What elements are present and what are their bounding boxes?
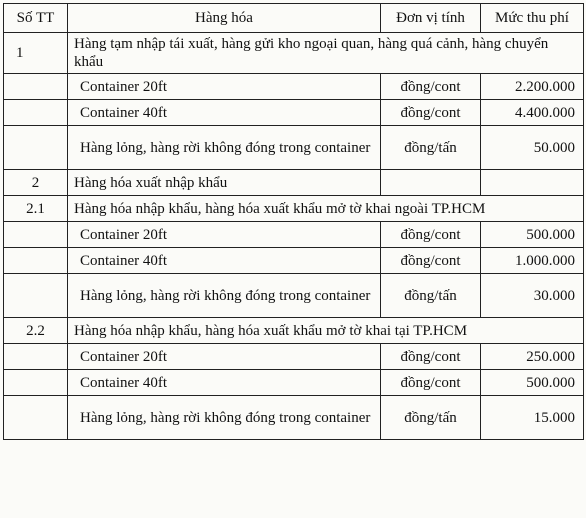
table-row [4, 100, 584, 126]
row-stt: 1 [4, 33, 68, 74]
row-stt [4, 74, 68, 100]
header-item: Hàng hóa [68, 4, 381, 33]
row-fee: 250.000 [481, 344, 584, 370]
row-stt [4, 370, 68, 396]
table-row [4, 74, 584, 100]
row-stt: 2 [4, 170, 68, 196]
table-row [4, 126, 584, 170]
table-row [4, 170, 584, 196]
table-header-row [4, 4, 584, 33]
row-fee [481, 170, 584, 196]
row-item: Hàng hóa nhập khẩu, hàng hóa xuất khẩu mở tờ khai tại TP.HCM [68, 318, 584, 344]
row-fee: 30.000 [481, 274, 584, 318]
row-unit [381, 170, 481, 196]
row-unit: đồng/cont [381, 74, 481, 100]
table-row [4, 274, 584, 318]
row-item: Container 20ft [68, 74, 381, 100]
row-stt [4, 126, 68, 170]
row-unit: đồng/cont [381, 344, 481, 370]
row-stt [4, 344, 68, 370]
table-row [4, 396, 584, 440]
row-item: Hàng hóa xuất nhập khẩu [68, 170, 381, 196]
header-unit: Đơn vị tính [381, 4, 481, 33]
header-stt: Số TT [4, 4, 68, 33]
row-stt [4, 222, 68, 248]
row-stt [4, 100, 68, 126]
table-row [4, 33, 584, 74]
row-item: Container 20ft [68, 222, 381, 248]
row-stt [4, 396, 68, 440]
row-item: Hàng lỏng, hàng rời không đóng trong container [68, 396, 381, 440]
row-item: Container 40ft [68, 248, 381, 274]
row-item: Hàng tạm nhập tái xuất, hàng gửi kho ngoại quan, hàng quá cảnh, hàng chuyển khẩu [68, 33, 584, 74]
row-unit: đồng/cont [381, 100, 481, 126]
table-row [4, 248, 584, 274]
row-fee: 500.000 [481, 370, 584, 396]
row-fee: 15.000 [481, 396, 584, 440]
row-fee: 2.200.000 [481, 74, 584, 100]
row-item: Container 40ft [68, 370, 381, 396]
table-row [4, 318, 584, 344]
header-fee: Mức thu phí [481, 4, 584, 33]
row-fee: 1.000.000 [481, 248, 584, 274]
row-item: Hàng hóa nhập khẩu, hàng hóa xuất khẩu mở tờ khai ngoài TP.HCM [68, 196, 584, 222]
row-fee: 500.000 [481, 222, 584, 248]
row-item: Hàng lỏng, hàng rời không đóng trong container [68, 274, 381, 318]
row-unit: đồng/tấn [381, 274, 481, 318]
row-stt: 2.1 [4, 196, 68, 222]
table-row [4, 344, 584, 370]
row-unit: đồng/cont [381, 248, 481, 274]
row-unit: đồng/tấn [381, 126, 481, 170]
row-item: Hàng lỏng, hàng rời không đóng trong container [68, 126, 381, 170]
row-stt [4, 248, 68, 274]
row-item: Container 40ft [68, 100, 381, 126]
row-stt: 2.2 [4, 318, 68, 344]
row-fee: 4.400.000 [481, 100, 584, 126]
row-item: Container 20ft [68, 344, 381, 370]
table-row [4, 196, 584, 222]
row-unit: đồng/cont [381, 370, 481, 396]
table-row [4, 222, 584, 248]
row-unit: đồng/tấn [381, 396, 481, 440]
row-stt [4, 274, 68, 318]
row-fee: 50.000 [481, 126, 584, 170]
table-row [4, 370, 584, 396]
fee-table [3, 3, 584, 440]
row-unit: đồng/cont [381, 222, 481, 248]
